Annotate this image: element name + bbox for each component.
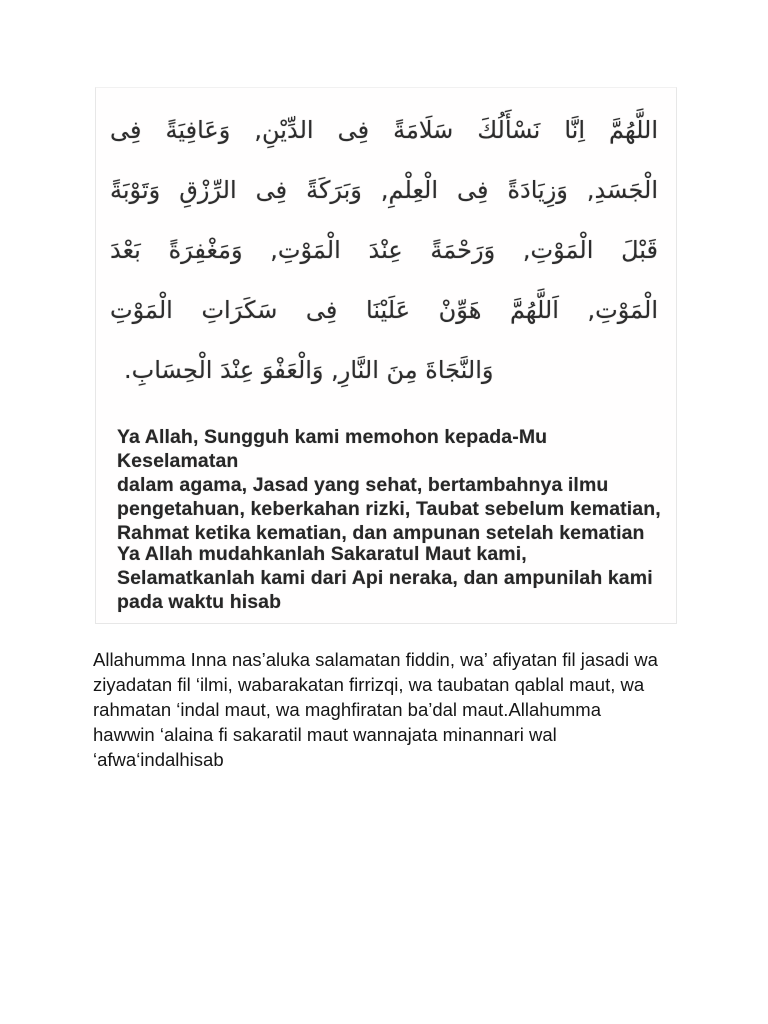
transliteration-text-line: Allahumma Inna nas’aluka salamatan fiddin, wa’ afiyatan fil jasadi wa — [93, 649, 658, 670]
translation-text-line: pada waktu hisab — [117, 591, 282, 613]
arabic-text-line: وَالنَّجَاةَ مِنَ النَّارِ, وَالْعَفْوَ عِنْدَ الْحِسَابِ. — [124, 356, 494, 384]
indonesian-translation-paragraph-2 — [117, 542, 668, 614]
scanned-dua-image — [95, 87, 677, 624]
indonesian-translation-paragraph-1 — [117, 425, 668, 545]
translation-text-line: pengetahuan, keberkahan rizki, Taubat sebelum kematian, — [117, 498, 661, 520]
arabic-text-line: اللَّهُمَّ اِنَّا نَسْأَلُكَ سَلَامَةً فِى الدِّيْنِ, وَعَافِيَةً فِى — [110, 116, 658, 144]
translation-text-line: Ya Allah, Sungguh kami memohon kepada-Mu Keselamatan — [117, 426, 548, 472]
transliteration-text-line: ziyadatan fil ‘ilmi, wabarakatan firrizqi, wa taubatan qablal maut, wa — [93, 674, 645, 695]
translation-text-line: Selamatkanlah kami dari Api neraka, dan ampunilah kami — [117, 567, 653, 589]
arabic-dua-text — [110, 100, 658, 400]
arabic-text-line: الْمَوْتِ, اَللَّهُمَّ هَوِّنْ عَلَيْنَا فِى سَكَرَاتِ الْمَوْتِ — [110, 296, 658, 324]
translation-text-line: Rahmat ketika kematian, dan ampunan setelah kematian — [117, 522, 645, 544]
transliteration-paragraph — [93, 647, 701, 772]
arabic-text-line: الْجَسَدِ, وَزِيَادَةً فِى الْعِلْمِ, وَبَرَكَةً فِى الرِّزْقِ وَتَوْبَةً — [110, 176, 658, 204]
transliteration-text-line: ‘afwa‘indalhisab — [93, 749, 224, 770]
translation-text-line: dalam agama, Jasad yang sehat, bertambahnya ilmu — [117, 474, 609, 496]
transliteration-text-line: rahmatan ‘indal maut, wa maghfiratan ba’dal maut.Allahumma — [93, 699, 601, 720]
transliteration-text-line: hawwin ‘alaina fi sakaratil maut wannajata minannari wal — [93, 724, 557, 745]
translation-text-line: Ya Allah mudahkanlah Sakaratul Maut kami, — [117, 543, 527, 565]
arabic-text-line: قَبْلَ الْمَوْتِ, وَرَحْمَةً عِنْدَ الْمَوْتِ, وَمَغْفِرَةً بَعْدَ — [110, 236, 658, 264]
